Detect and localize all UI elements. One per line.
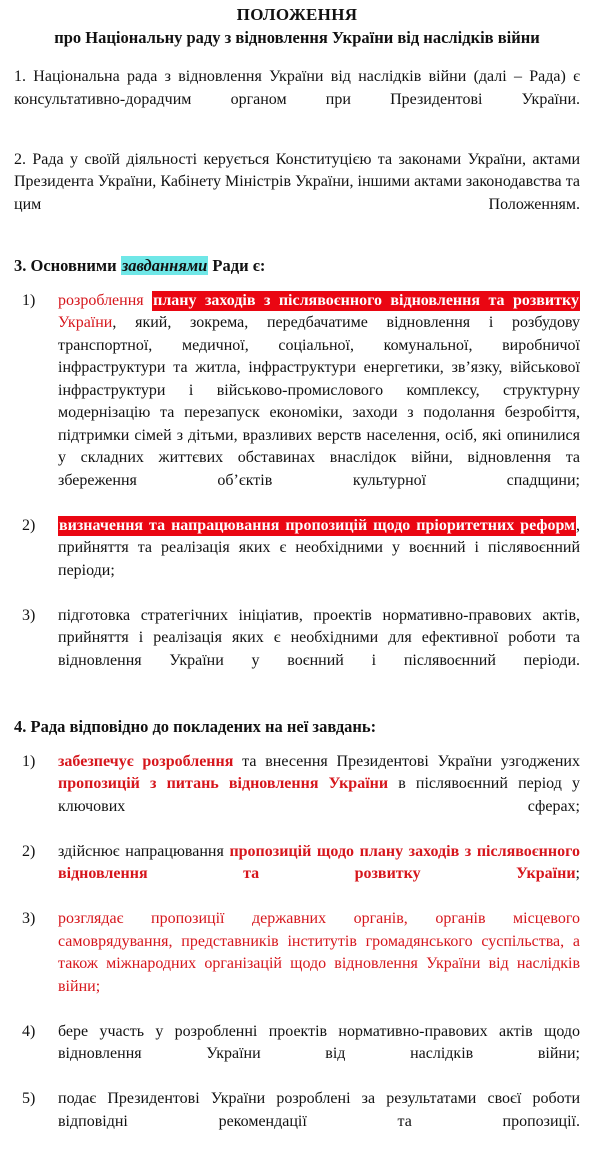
list-item-text [58,1023,580,1085]
text-run-black: ; [575,865,580,882]
document-subtitle: про Національну раду з відновлення України від наслідків війни [54,28,540,47]
text-run-black: бере участь у розробленні проектів нормативно-правових актів щодо відновлення України від наслідків війни; [58,1022,580,1062]
list-item [14,1088,580,1156]
list-item-text [58,843,580,905]
list-item-marker: 4) [22,1022,36,1040]
text-run-black: здійснює напрацювання [58,842,230,860]
text-run-red-b: пропозицій з питань відновлення України [58,775,389,792]
list-item [14,515,580,605]
list-item-marker: 2) [22,842,36,860]
section-3-heading-after: Ради є: [208,255,266,275]
list-item-text [58,910,580,1017]
text-run-black: , який, зокрема, передбачатиме відновлення і розбудову транспортної, медичної, соціальної, комунальної, виробничої інфраструктури та житла, інфраструктури енергетики, зв’язку, військової інфраструктури і військово-промислового комплексу, структурну модернізацію та перезапуск економіки, заходи з подолання безробіття, підтримки сімей з дітьми, вразливих верств населення, осіб, які опинилися у складних життєвих обставинах внаслідок війни, відновлення та збереження об’єктів культурної спадщини; [58,314,580,489]
text-run-black: подає Президентові України розроблені за результатами своєї роботи відповідні рекомендації та пропозиції. [58,1090,580,1130]
section-3-heading [14,255,580,277]
section-3-list [14,290,580,695]
text-run-black: в післявоєнний період у ключових сферах; [58,775,581,815]
list-item-text [58,1090,580,1152]
section-4-heading: 4. Рада відповідно до покладених на неї завдань: [14,716,377,736]
paragraph-2: 2. Рада у своїй діяльності керується Конституцією та законами України, актами Президента України, Кабінету Міністрів України, іншими актами законодавства та цим Положенням. [14,150,580,213]
list-item [14,841,580,909]
list-item [14,290,580,515]
list-item-marker: 1) [22,291,36,309]
list-item [14,605,580,695]
list-item-text [58,753,580,838]
list-item [14,908,580,1021]
text-run-hl-red: плану заходів з післявоєнного відновлення та розвитку [153,291,579,309]
text-run-black: та внесення Президентові України узгоджених [233,752,580,770]
text-run-hl-red: визначення та напрацювання пропозицій щодо пріоритетних реформ [59,516,575,534]
text-run-black: , прийняття та реалізація яких є необхідними у воєнний і післявоєнний періоди; [58,516,580,579]
list-item-marker: 5) [22,1090,36,1107]
text-run-black: підготовка стратегічних ініціатив, проектів нормативно-правових актів, прийняття і реалізація яких є необхідними для ефективної роботи та відновлення України у воєнний і післявоєнний періоди. [58,606,580,669]
text-run-red-b: забезпечує розроблення [58,752,234,770]
text-run-red: України [58,314,113,331]
text-run-red: розглядає пропозиції державних органів, органів місцевого самоврядування, представників інститутів громадянського суспільства, а також міжнародних організацій щодо відновлення України від наслідків війни; [58,910,580,995]
section-4-list [14,751,580,1156]
list-item-text [58,292,580,512]
highlighted-term-zavdannyamy: завданнями [121,255,208,275]
text-run-red-b: пропозицій щодо плану заходів з післявоєнного відновлення та розвитку України [58,842,580,882]
list-item-marker: 3) [22,910,36,927]
list-item-marker: 2) [22,516,36,534]
section-3-heading-before: 3. Основними [14,255,121,275]
text-run-red: розроблення [58,291,153,309]
list-item [14,1021,580,1089]
list-item [14,751,580,841]
list-item-text [58,517,580,602]
list-item-marker: 1) [22,752,36,770]
document-title: ПОЛОЖЕННЯ [236,5,358,24]
paragraph-1: 1. Національна рада з відновлення України від наслідків війни (далі – Рада) є консультативно-дорадчим органом при Президентові України. [14,68,580,108]
list-item-marker: 3) [22,606,36,624]
list-item-text [58,607,580,692]
